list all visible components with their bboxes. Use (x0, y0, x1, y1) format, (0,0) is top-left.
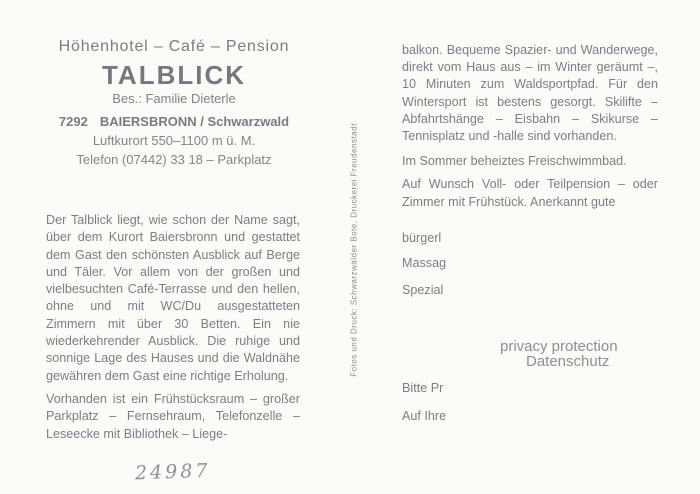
privacy-line-1: privacy protection (500, 338, 618, 355)
hotel-phone: Telefon (07442) 33 18 – Parkplatz (76, 152, 272, 167)
partial-text-bitte: Bitte Pr (402, 381, 444, 395)
partial-text-spezial: Spezial (402, 283, 444, 297)
partial-text-massage: Massag (402, 256, 447, 270)
hotel-altitude: Luftkurort 550–1100 m ü. M. (92, 133, 256, 148)
right-description (402, 42, 658, 211)
right-paragraph-1: balkon. Bequeme Spazier- und Wanderwege, direkt vom Haus aus – im Winter geräumt –, 10 Minuten zum Waldsportpfad. Für den Wintersport ist bestens gesorgt. Skilifte – Abfahrtshänge – Eisbahn – Skikurse – Tennisplatz und -halle sind vorhanden. (402, 43, 658, 144)
postal-code: 7292 (58, 114, 88, 129)
handwritten-number: 24987 (134, 459, 211, 485)
privacy-cover (449, 224, 700, 434)
hotel-address (32, 114, 316, 129)
hotel-owner: Bes.: Familie Dieterle (112, 91, 236, 106)
hotel-type: Höhenhotel – Café – Pension (58, 38, 290, 55)
privacy-watermark (500, 339, 650, 369)
description-paragraph-1: Der Talblick liegt, wie schon der Name sagt, über dem Kurort Baiersbronn und gestattet dem Gast den schönsten Ausblick auf Berge und Täler. Vor allem von der großen und vielbesuchten Café-Terrasse und den hellen, ohne und mit WC/Du ausgestatteten Zimmern mit über 30 Betten. Ein nie wiederkehrender Ausblick. Die ruhige und sonnige Lage des Hauses und die Waldnähe gewähren dem Gast eine richtige Erholung. (46, 213, 300, 383)
right-paragraph-3: Auf Wunsch Voll- oder Teilpension – oder Zimmer mit Frühstück. Anerkannt gute (402, 177, 658, 209)
description-paragraph-2: Vorhanden ist ein Frühstücksraum – großer Parkplatz – Fernsehraum, Telefonzelle – Leseecke mit Bibliothek – Liege- (46, 391, 300, 441)
hotel-city: BAIERSBRONN / Schwarzwald (99, 114, 290, 129)
right-paragraph-2: Im Sommer beheiztes Freischwimmbad. (402, 154, 627, 169)
hotel-header (32, 38, 316, 167)
partial-text-buergerl: bürgerl (402, 231, 442, 245)
hotel-name: TALBLICK (101, 60, 247, 90)
printer-imprint: Fotos und Druck: Schwarzwälder Bote, Druckerei Freudenstadt (349, 123, 359, 377)
left-description (46, 212, 300, 443)
partial-text-auf: Auf Ihre (402, 409, 447, 423)
privacy-line-2: Datenschutz (526, 353, 610, 370)
